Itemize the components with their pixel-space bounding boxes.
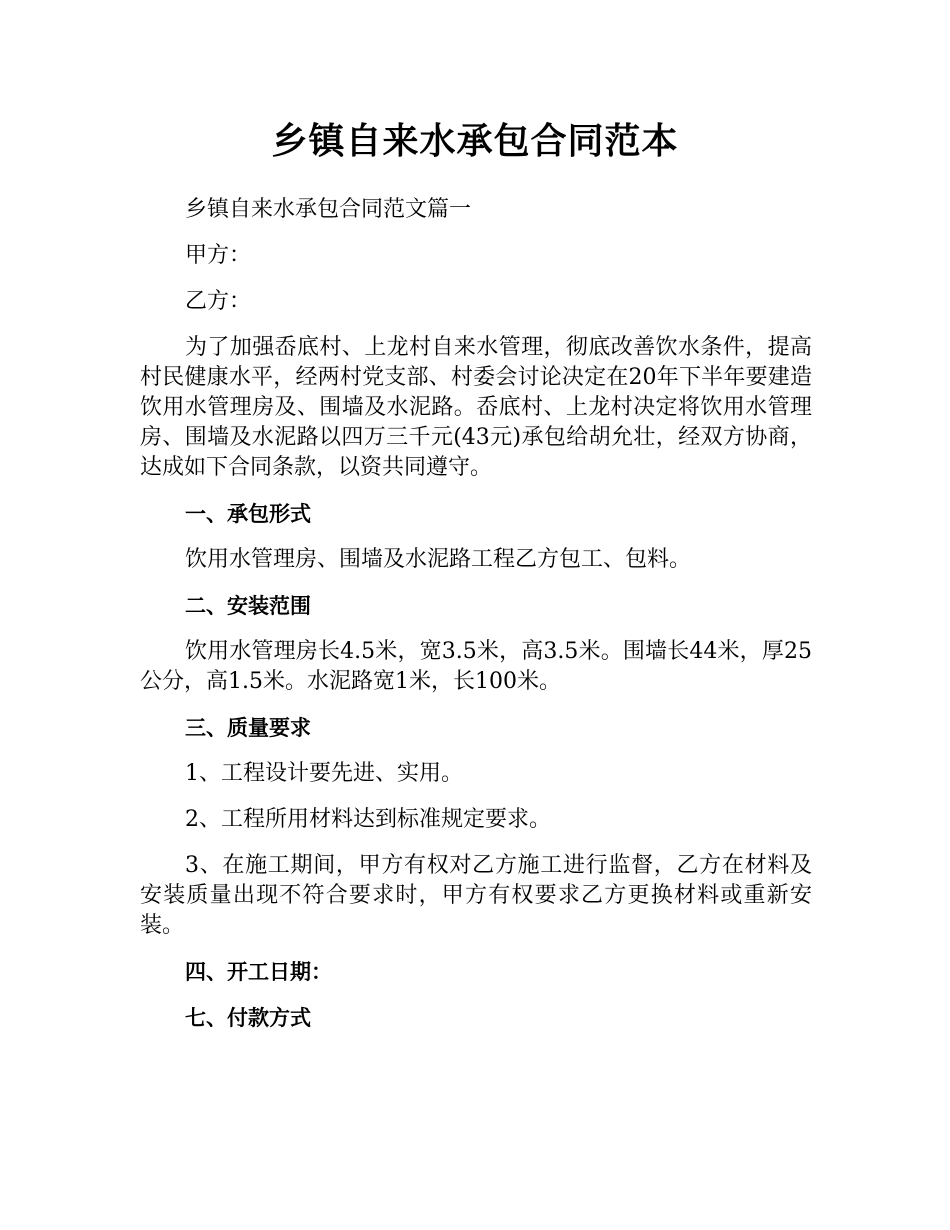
subtitle-line: 乡镇自来水承包合同范文篇一 [185, 197, 472, 222]
section-2-paragraph: 饮用水管理房长4.5米，宽3.5米，高3.5米。围墙长44米，厚25公分，高1.5米。水泥路宽1米，长100米。 [140, 639, 812, 694]
party-a-line: 甲方： [185, 243, 252, 268]
section-heading-1: 一、承包形式 [185, 502, 311, 526]
section-1-paragraph: 饮用水管理房、围墙及水泥路工程乙方包工、包料。 [185, 547, 692, 572]
quality-item-1: 1、工程设计要先进、实用。 [185, 761, 463, 786]
party-b-line: 乙方： [185, 289, 252, 314]
document-body [140, 195, 812, 1049]
quality-item-3: 3、在施工期间，甲方有权对乙方施工进行监督，乙方在材料及安装质量出现不符合要求时，甲方有权要求乙方更换材料或重新安装。 [140, 853, 812, 938]
quality-item-2: 2、工程所用材料达到标准规定要求。 [185, 807, 551, 832]
document-title: 乡镇自来水承包合同范本 [271, 121, 679, 162]
section-heading-4: 四、开工日期： [185, 960, 332, 984]
section-heading-2: 二、安装范围 [185, 594, 311, 618]
section-heading-7: 七、付款方式 [185, 1006, 311, 1030]
section-heading-3: 三、质量要求 [185, 716, 311, 740]
intro-paragraph: 为了加强岙底村、上龙村自来水管理，彻底改善饮水条件，提高村民健康水平，经两村党支部、村委会讨论决定在20年下半年要建造饮用水管理房及、围墙及水泥路。岙底村、上龙村决定将饮用水管理房、围墙及水泥路以四万三千元(43元)承包给胡允壮，经双方协商，达成如下合同条款，以资共同遵守。 [140, 335, 812, 480]
